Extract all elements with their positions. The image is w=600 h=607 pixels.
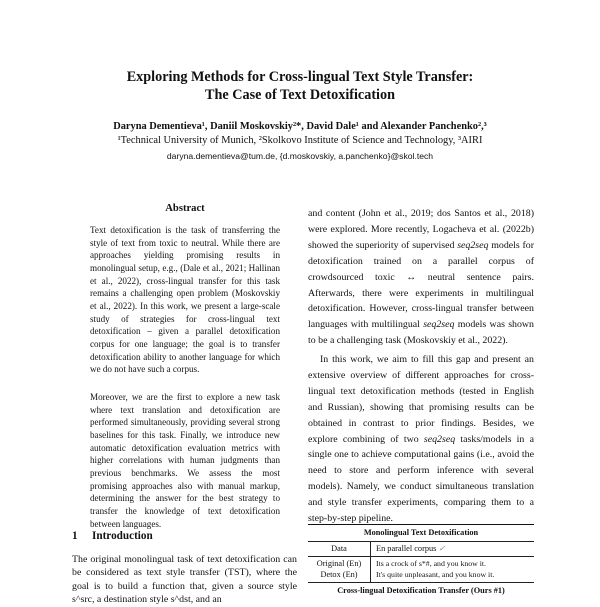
corpus-text: En parallel corpus — [376, 543, 437, 553]
title-line-2: The Case of Text Detoxification — [205, 87, 395, 103]
text-run: In this work, we aim to fill this gap and present an extensive overview of different approaches for cross-lingual text detoxification methods (tested in English and Russian), showing that promising results can be obtained in contrast to prior findings. Besides, we explore combining of two — [308, 354, 534, 445]
abstract-heading: Abstract — [165, 203, 205, 214]
right-column-paragraph-1 — [308, 206, 534, 349]
affiliations: ¹Technical University of Munich, ²Skolkovo Institute of Science and Technology, ³AIRI — [117, 135, 483, 146]
label-original: Original (En) — [316, 559, 362, 568]
text-run: tasks/models in a single one to achieve computational gains (i.e., avoid the need to store and perform inference with several models). Namely, we conduct simultaneous translation and style transfer experiments, comparing them to a step-by-step pipeline. — [308, 433, 534, 525]
emphasis-seq2seq: seq2seq — [457, 239, 489, 251]
table-row-examples — [308, 557, 534, 582]
check-mark-icon: ✓ — [438, 543, 446, 553]
example-original: Its a crock of s*#, and you know it. — [376, 559, 487, 568]
example-detox: It's quite unpleasant, and you know it. — [376, 569, 495, 579]
section-heading-introduction — [72, 530, 153, 542]
label-detox: Detox (En) — [320, 569, 358, 579]
table-cell-label: Data — [308, 542, 371, 557]
table-header-crosslingual: Cross-lingual Detoxification Transfer (Ours #1) — [337, 586, 505, 595]
text-run: models for detoxification trained on a parallel corpus of crowdsourced toxic ↔ neutral sentence pairs. Afterwards, there were experiments in multilingual detoxification. However, cross-lingual transfer between languages with multilingual — [308, 239, 534, 331]
example-table — [308, 524, 534, 599]
abstract-paragraph-2: Moreover, we are the first to explore a new task where text translation and detoxification are performed simultaneously, providing several strong baselines for this task. Finally, we introduce new automatic detoxification evaluation metrics with higher correlations with human judgments than previous benchmarks. We assess the most promising approaches also with manual markup, determining the answer for the best strategy to transfer the knowledge of text detoxification between languages. — [90, 392, 280, 529]
right-column-paragraph-2 — [308, 352, 534, 527]
emphasis-seq2seq: seq2seq — [423, 319, 455, 331]
table-row-data — [308, 542, 534, 557]
author-emails: daryna.dementieva@tum.de, {d.moskovskiy, a.panchenko}@skol.tech — [166, 151, 434, 161]
introduction-paragraph: The original monolingual task of text detoxification can be considered as text style transfer (TST), where the goal is to build a function that, given a source style s^src, a destination style s^dst, and an — [72, 554, 297, 606]
emphasis-seq2seq: seq2seq — [423, 433, 456, 445]
author-block — [40, 120, 560, 148]
paper-title — [60, 68, 540, 104]
text-run: and content (John et al., 2019; dos Santos et al., 2018) were explored. More recently, Logacheva et al. (2022b) showed the superiority of supervised — [308, 208, 534, 251]
table-cell-label — [308, 557, 371, 582]
table-cell-value — [371, 542, 534, 557]
table-header-monolingual: Monolingual Text Detoxification — [363, 528, 479, 537]
section-number: 1 — [72, 530, 78, 542]
section-title: Introduction — [92, 530, 153, 542]
table-cell-value — [371, 557, 534, 582]
text-run: models was shown to be a challenging task (Moskovskiy et al., 2022). — [308, 319, 534, 347]
title-line-1: Exploring Methods for Cross-lingual Text Style Transfer: — [126, 69, 474, 85]
author-names: Daryna Dementieva¹, Daniil Moskovskiy²*, David Dale¹ and Alexander Panchenko²,³ — [113, 121, 487, 132]
abstract-paragraph-1: Text detoxification is the task of transferring the style of text from toxic to neutral. While there are approaches yielding promising results in monolingual setup, e.g., (Dale et al., 2021; Hallinan et al., 2022), cross-lingual transfer for this task remains a challenging open problem (Moskovskiy et al., 2022). In this work, we present a large-scale study of strategies for cross-lingual text detoxification – given a parallel detoxification corpus for one language; the goal is to transfer detoxification ability to another language for which we do not have such a corpus. — [90, 225, 280, 375]
